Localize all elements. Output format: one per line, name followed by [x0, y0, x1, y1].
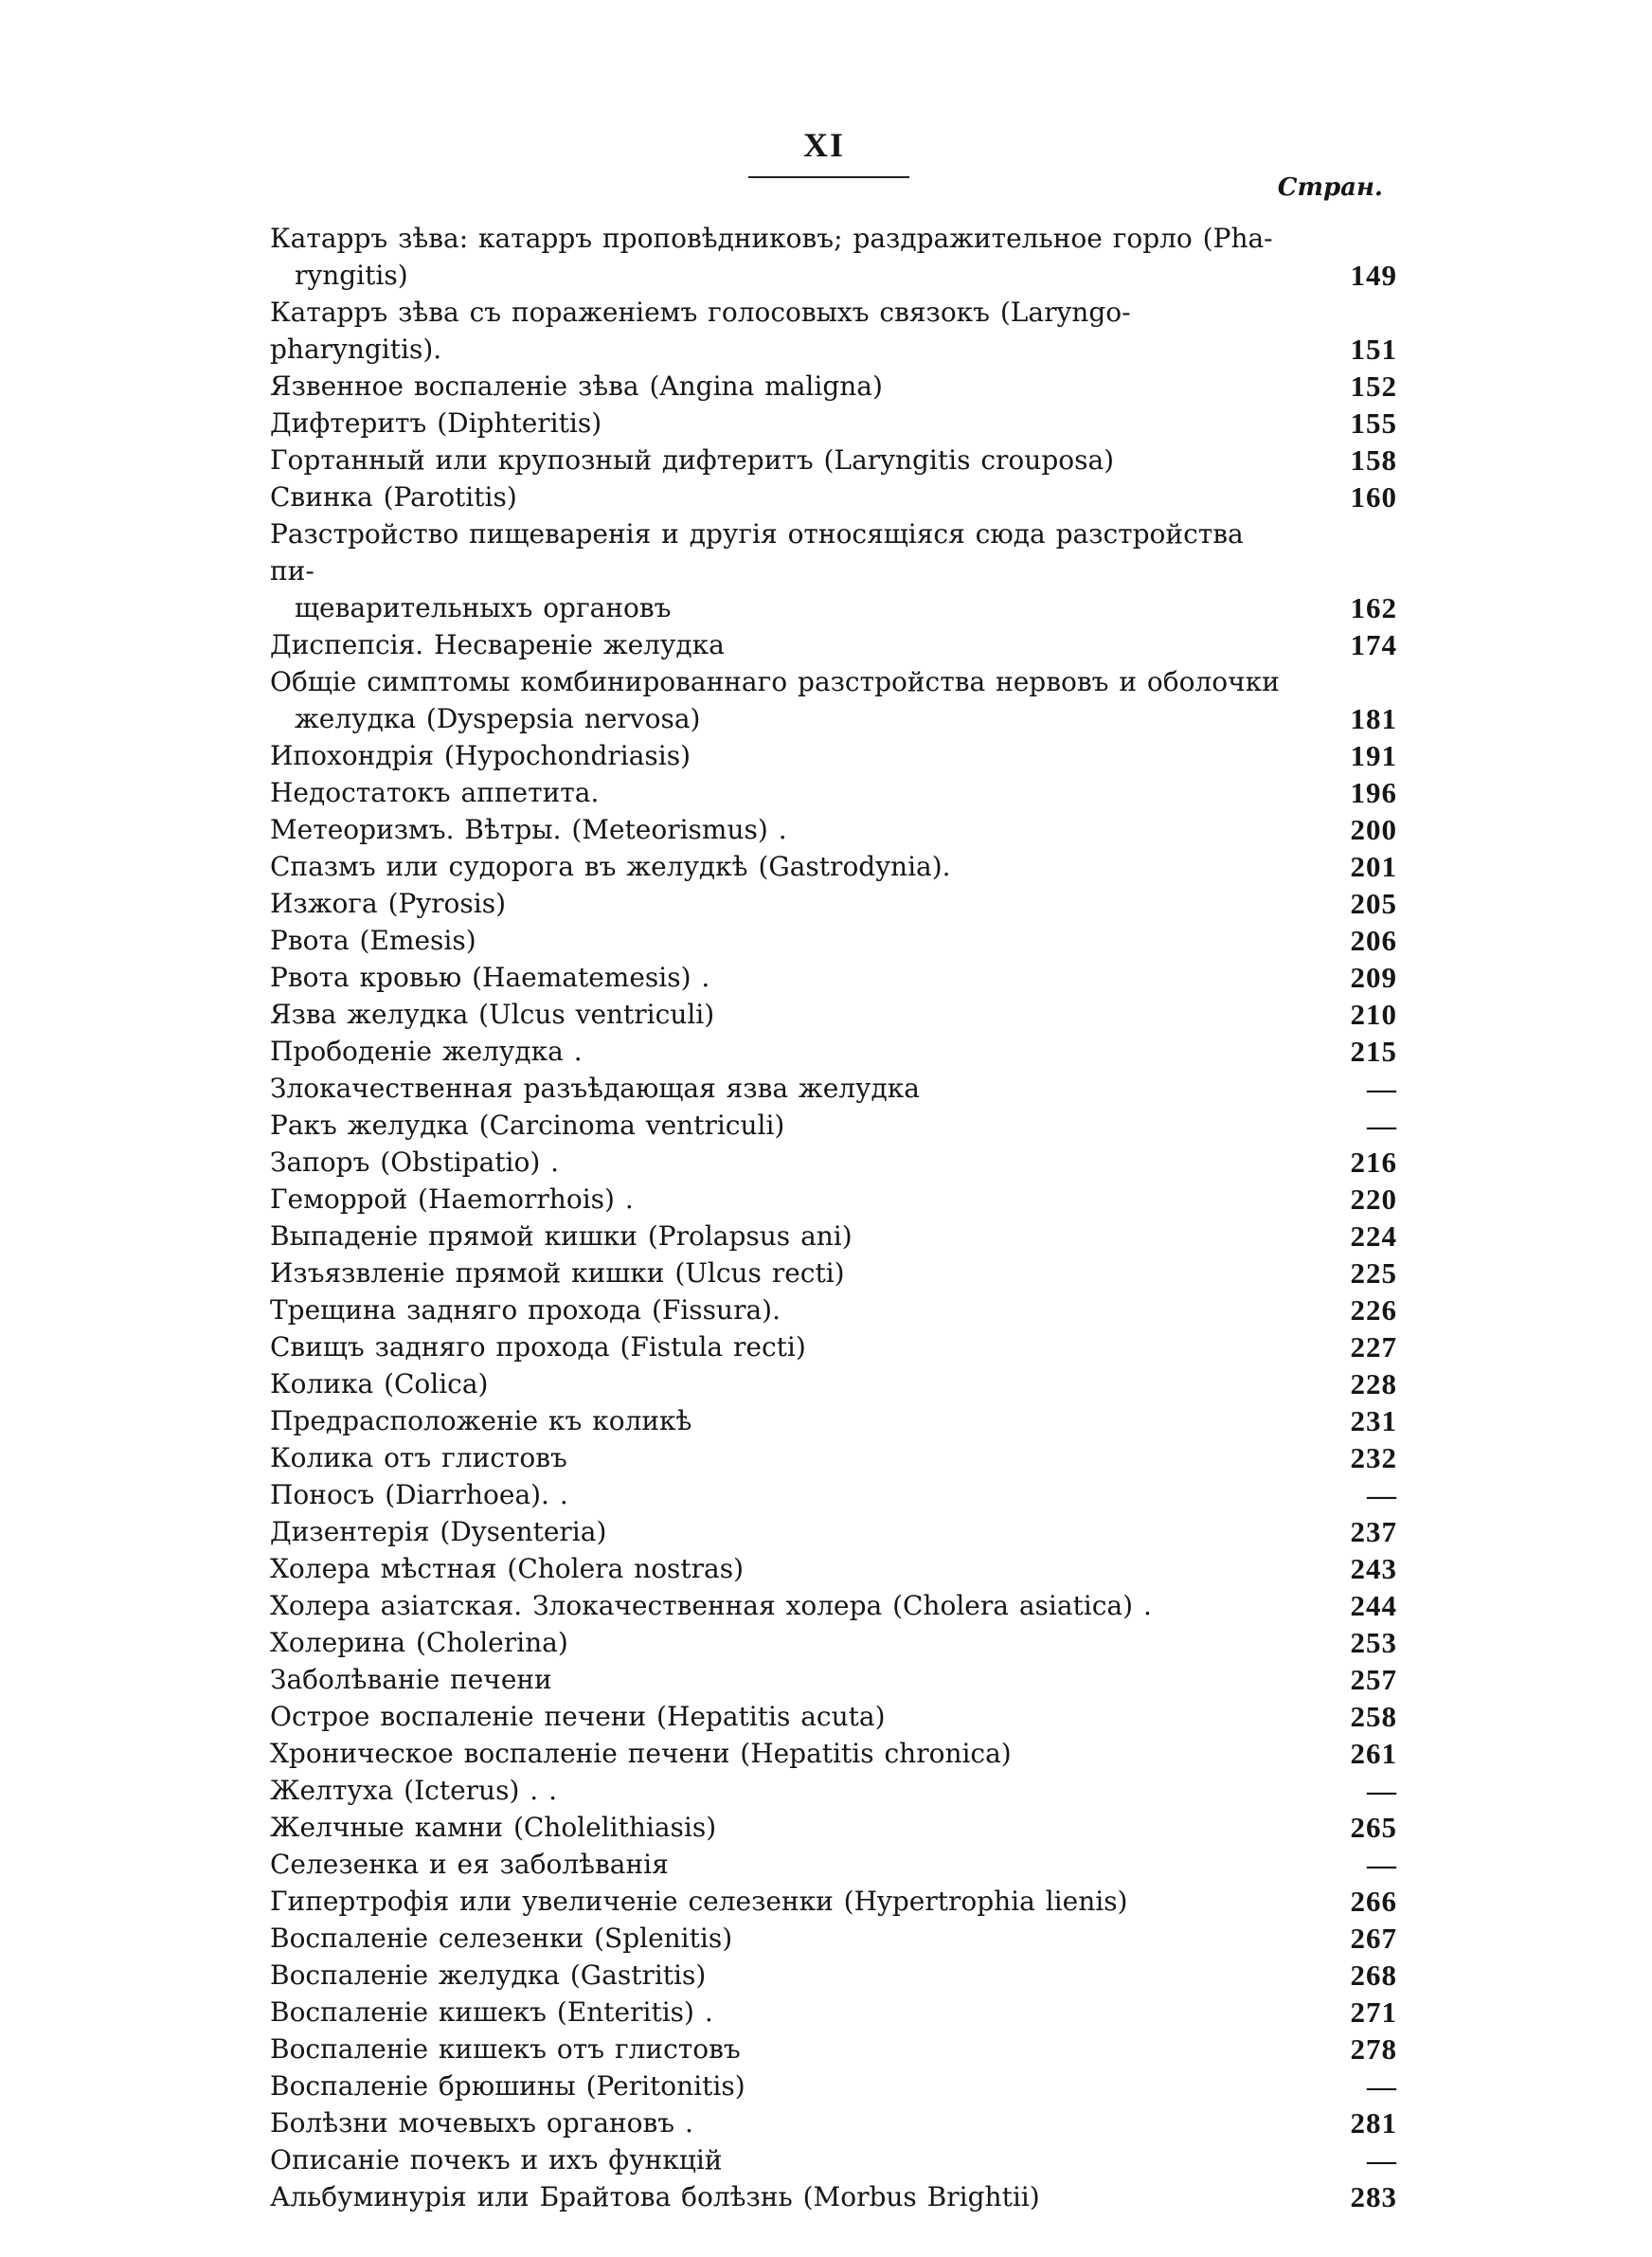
toc-entry [270, 1439, 1397, 1476]
toc-entry-title [270, 1550, 1321, 1587]
toc-entry-title-continuation: желудка (Dyspepsia nervosa) [295, 703, 701, 734]
toc-entry-title [270, 626, 1321, 663]
toc-entry-title [270, 1624, 1321, 1661]
toc-entry-title [270, 1144, 1321, 1181]
page-column-label: Стран. [1277, 173, 1383, 202]
toc-entry-page: 209 [1350, 961, 1397, 994]
toc-entry-title [270, 515, 1321, 626]
toc-entry-title-text: Воспаленіе селезенки (Splenitis) [270, 1923, 733, 1954]
toc-entry-title-text: Поносъ (Diarrhoea). . [270, 1479, 568, 1510]
toc-entry-title [270, 1291, 1321, 1328]
toc-entry-page: 237 [1350, 1515, 1397, 1548]
toc-entry-title-text: Гортанный или крупозный дифтеритъ (Laryngitis crouposa) [270, 444, 1115, 476]
toc-entry [270, 774, 1397, 811]
toc-entry-title-text: Разстройство пищеваренія и другія относящіяся сюда разстройства пи- [270, 518, 1244, 587]
toc-entry [270, 1513, 1397, 1550]
toc-entry-title-text: Запоръ (Obstipatio) . [270, 1147, 560, 1178]
toc-entry-title-text: Ракъ желудка (Carcinoma ventriculi) [270, 1110, 785, 1141]
toc-entry [270, 1587, 1397, 1624]
toc-entry-title [270, 1846, 1321, 1883]
toc-entry [270, 1291, 1397, 1328]
toc-entry [270, 922, 1397, 959]
toc-entry-title [270, 1809, 1321, 1846]
toc-entry-title [270, 2178, 1321, 2215]
toc-entry-title [270, 220, 1321, 294]
toc-entry-page: 228 [1350, 1367, 1397, 1400]
toc-entry [270, 478, 1397, 515]
toc-entry-title-text: Общіе симптомы комбинированнаго разстройства нервовъ и оболочки [270, 666, 1280, 697]
toc-entry-title [270, 1328, 1321, 1365]
toc-entry [270, 2178, 1397, 2215]
toc-entry-title [270, 1070, 1321, 1107]
toc-entry-page: 253 [1350, 1626, 1397, 1659]
toc-entry [270, 1181, 1397, 1218]
toc-entry-title [270, 996, 1321, 1033]
toc-entry-title [270, 2141, 1321, 2178]
table-of-contents [270, 220, 1397, 2215]
toc-entry-title [270, 1476, 1321, 1513]
toc-entry [270, 996, 1397, 1033]
toc-entry-page: 226 [1350, 1293, 1397, 1327]
toc-entry [270, 2141, 1397, 2178]
toc-entry [270, 1255, 1397, 1291]
toc-entry-title-text: Воспаленіе желудка (Gastritis) [270, 1959, 707, 1991]
toc-entry-page: — [1367, 1774, 1397, 1807]
toc-entry-title [270, 1920, 1321, 1957]
toc-entry-page: 224 [1350, 1219, 1397, 1253]
toc-entry [270, 1994, 1397, 2031]
toc-entry-page: — [1367, 2143, 1397, 2176]
toc-entry [270, 848, 1397, 885]
toc-entry [270, 515, 1397, 626]
toc-entry-title-text: Рвота (Emesis) [270, 925, 476, 956]
toc-entry [270, 220, 1397, 294]
toc-entry-page: 257 [1350, 1663, 1397, 1696]
toc-entry [270, 1624, 1397, 1661]
toc-entry-page: — [1367, 1072, 1397, 1105]
toc-entry-title [270, 1513, 1321, 1550]
toc-entry-title-text: Воспаленіе брюшины (Peritonitis) [270, 2070, 745, 2102]
toc-entry-title [270, 811, 1321, 848]
toc-entry-title-text: Предрасположеніе къ коликѣ [270, 1405, 692, 1436]
page-number: XI [802, 126, 845, 164]
toc-entry [270, 1735, 1397, 1772]
toc-entry-page: — [1367, 1478, 1397, 1511]
header-rule [748, 176, 909, 178]
toc-entry-page: 149 [1350, 259, 1397, 292]
toc-entry-page: 267 [1350, 1922, 1397, 1955]
toc-entry [270, 737, 1397, 774]
toc-entry-title [270, 368, 1321, 405]
toc-entry-title-text: Ипохондрія (Hypochondriasis) [270, 740, 691, 771]
toc-entry-title-text: Заболѣваніе печени [270, 1664, 552, 1695]
toc-entry-page: 151 [1350, 333, 1397, 366]
toc-entry [270, 1920, 1397, 1957]
toc-entry-title [270, 737, 1321, 774]
toc-entry [270, 885, 1397, 922]
toc-entry [270, 1772, 1397, 1809]
toc-entry-title-text: Выпаденіе прямой кишки (Prolapsus ani) [270, 1220, 853, 1252]
toc-entry [270, 2031, 1397, 2067]
toc-entry-title-text: Язва желудка (Ulcus ventriculi) [270, 999, 715, 1030]
toc-entry-title-text: Холера азіатская. Злокачественная холера (Cholera asiatica) . [270, 1590, 1152, 1621]
toc-entry-title-text: Острое воспаленіе печени (Hepatitis acuta) [270, 1701, 886, 1732]
toc-entry [270, 1661, 1397, 1698]
toc-entry-page: 231 [1350, 1404, 1397, 1437]
toc-entry [270, 1402, 1397, 1439]
toc-entry [270, 442, 1397, 478]
toc-entry-title-text: Катарръ зѣва: катарръ проповѣдниковъ; раздражительное горло (Pha- [270, 223, 1273, 254]
toc-entry-title [270, 1883, 1321, 1920]
toc-entry-title [270, 1994, 1321, 2031]
toc-entry [270, 1550, 1397, 1587]
toc-entry-page: 206 [1350, 924, 1397, 957]
toc-entry-page: 266 [1350, 1885, 1397, 1918]
toc-entry-page: 258 [1350, 1700, 1397, 1733]
toc-entry-title-text: Свинка (Parotitis) [270, 481, 517, 513]
toc-entry-page: 196 [1350, 776, 1397, 809]
toc-entry-title-text: Изжога (Pyrosis) [270, 888, 507, 919]
toc-entry-title-text: Воспаленіе кишекъ (Enteritis) . [270, 1996, 713, 2028]
toc-entry-page: 152 [1350, 370, 1397, 403]
toc-entry-title [270, 1661, 1321, 1698]
toc-entry-page: — [1367, 2069, 1397, 2103]
toc-entry-title [270, 1772, 1321, 1809]
toc-entry [270, 626, 1397, 663]
toc-entry-page: 232 [1350, 1441, 1397, 1474]
toc-entry [270, 2104, 1397, 2141]
toc-entry [270, 1957, 1397, 1994]
toc-entry-title-text: Селезенка и ея заболѣванія [270, 1849, 669, 1880]
toc-entry-title-text: Свищъ задняго прохода (Fistula recti) [270, 1331, 806, 1363]
toc-entry [270, 1070, 1397, 1107]
toc-entry [270, 368, 1397, 405]
toc-entry [270, 1476, 1397, 1513]
toc-entry-page: 261 [1350, 1737, 1397, 1770]
toc-entry-title-text: Болѣзни мочевыхъ органовъ . [270, 2107, 693, 2139]
toc-entry-title [270, 1735, 1321, 1772]
toc-entry-page: 281 [1350, 2106, 1397, 2140]
toc-entry-title [270, 478, 1321, 515]
toc-entry [270, 1698, 1397, 1735]
toc-entry-title-text: Описаніе почекъ и ихъ функцій [270, 2144, 723, 2176]
toc-entry [270, 663, 1397, 737]
toc-entry [270, 1883, 1397, 1920]
toc-entry-title-text: Спазмъ или судорога въ желудкѣ (Gastrodynia). [270, 851, 951, 882]
toc-entry-title [270, 1439, 1321, 1476]
toc-entry-title [270, 1698, 1321, 1735]
toc-entry [270, 811, 1397, 848]
toc-entry-title [270, 1365, 1321, 1402]
toc-entry-page: 201 [1350, 850, 1397, 883]
toc-entry-title-text: Гипертрофія или увеличеніе селезенки (Hypertrophia lienis) [270, 1886, 1128, 1917]
toc-entry [270, 405, 1397, 442]
toc-entry-page: 227 [1350, 1330, 1397, 1363]
toc-entry [270, 1033, 1397, 1070]
toc-entry-title-text: Дифтеритъ (Diphteritis) [270, 407, 602, 439]
toc-entry-page: 191 [1350, 739, 1397, 772]
toc-entry-page: 160 [1350, 480, 1397, 514]
toc-entry-title-text: Воспаленіе кишекъ отъ глистовъ [270, 2033, 741, 2065]
toc-entry-title-text: Колика отъ глистовъ [270, 1442, 567, 1473]
toc-entry-page: 216 [1350, 1146, 1397, 1179]
toc-entry-title-text: Геморрой (Haemorrhois) . [270, 1183, 634, 1215]
toc-entry-title [270, 774, 1321, 811]
toc-entry-title [270, 1957, 1321, 1994]
toc-entry-page: 225 [1350, 1256, 1397, 1290]
toc-entry [270, 1218, 1397, 1255]
toc-entry-title [270, 2104, 1321, 2141]
toc-entry [270, 1365, 1397, 1402]
toc-entry-title [270, 885, 1321, 922]
toc-entry-title-text: Злокачественная разъѣдающая язва желудка [270, 1073, 920, 1104]
toc-entry-title-text: Альбуминурія или Брайтова болѣзнь (Morbus Brightii) [270, 2181, 1040, 2212]
toc-entry-title-text: Диспепсія. Несвареніе желудка [270, 629, 725, 660]
toc-entry-page: 200 [1350, 813, 1397, 846]
toc-entry-title-continuation: ryngitis) [295, 260, 408, 291]
toc-entry-title-text: Язвенное воспаленіе зѣва (Angina maligna) [270, 370, 883, 402]
toc-entry-page: 210 [1350, 998, 1397, 1031]
toc-entry-title-text: Трещина задняго прохода (Fissura). [270, 1294, 781, 1326]
toc-entry [270, 1328, 1397, 1365]
toc-entry [270, 1846, 1397, 1883]
toc-entry-title [270, 2031, 1321, 2067]
toc-entry-title [270, 1218, 1321, 1255]
toc-entry-page: 174 [1350, 628, 1397, 661]
toc-entry-page: 283 [1350, 2180, 1397, 2213]
toc-entry-title [270, 294, 1321, 368]
toc-entry-title [270, 922, 1321, 959]
toc-entry-page: — [1367, 1109, 1397, 1142]
toc-entry-title [270, 848, 1321, 885]
toc-entry-page: 265 [1350, 1811, 1397, 1844]
toc-entry-title-continuation: щеварительныхъ органовъ [295, 592, 672, 623]
toc-entry-title [270, 663, 1321, 737]
toc-entry-title [270, 2067, 1321, 2104]
toc-entry-page: 220 [1350, 1183, 1397, 1216]
toc-entry-title [270, 1033, 1321, 1070]
toc-entry-title-text: Холера мѣстная (Cholera nostras) [270, 1553, 745, 1584]
toc-entry-title [270, 405, 1321, 442]
toc-entry [270, 294, 1397, 368]
toc-entry-title-text: Холерина (Cholerina) [270, 1627, 568, 1658]
toc-entry-title [270, 959, 1321, 996]
toc-entry-title [270, 1587, 1321, 1624]
toc-entry-title-text: Желчные камни (Cholelithiasis) [270, 1812, 717, 1843]
toc-entry-title-text: Недостатокъ аппетита. [270, 777, 600, 808]
toc-entry-title [270, 1107, 1321, 1144]
toc-entry-page: 268 [1350, 1959, 1397, 1992]
toc-entry-page: 181 [1350, 702, 1397, 735]
toc-entry-title-text: Изъязвленіе прямой кишки (Ulcus recti) [270, 1257, 845, 1289]
toc-entry-title [270, 1402, 1321, 1439]
toc-entry-title-text: Хроническое воспаленіе печени (Hepatitis chronica) [270, 1738, 1012, 1769]
toc-entry [270, 1809, 1397, 1846]
toc-entry [270, 959, 1397, 996]
toc-entry-page: 271 [1350, 1995, 1397, 2029]
toc-entry-title-text: Прободеніе желудка . [270, 1036, 583, 1067]
toc-entry-page: 162 [1350, 591, 1397, 624]
toc-entry [270, 1144, 1397, 1181]
toc-entry-page: 243 [1350, 1552, 1397, 1585]
toc-entry [270, 2067, 1397, 2104]
toc-entry-title-text: Желтуха (Icterus) . . [270, 1775, 557, 1806]
toc-entry-title-text: Рвота кровью (Haematemesis) . [270, 962, 710, 993]
toc-entry-page: 215 [1350, 1035, 1397, 1068]
toc-entry-page: 158 [1350, 443, 1397, 477]
toc-entry-page: — [1367, 1848, 1397, 1881]
toc-entry-page: 244 [1350, 1589, 1397, 1622]
toc-entry-title [270, 1181, 1321, 1218]
toc-entry-title-text: Колика (Colica) [270, 1368, 489, 1399]
toc-entry-title [270, 442, 1321, 478]
toc-entry-title-text: Катарръ зѣва съ пораженіемъ голосовыхъ связокъ (Laryngo-pharyngitis). [270, 297, 1131, 365]
toc-entry-title-text: Метеоризмъ. Вѣтры. (Meteorismus) . [270, 814, 787, 845]
toc-entry [270, 1107, 1397, 1144]
toc-entry-page: 205 [1350, 887, 1397, 920]
toc-entry-page: 155 [1350, 406, 1397, 440]
toc-entry-title [270, 1255, 1321, 1291]
toc-entry-page: 278 [1350, 2032, 1397, 2066]
toc-entry-title-text: Дизентерія (Dysenteria) [270, 1516, 607, 1547]
